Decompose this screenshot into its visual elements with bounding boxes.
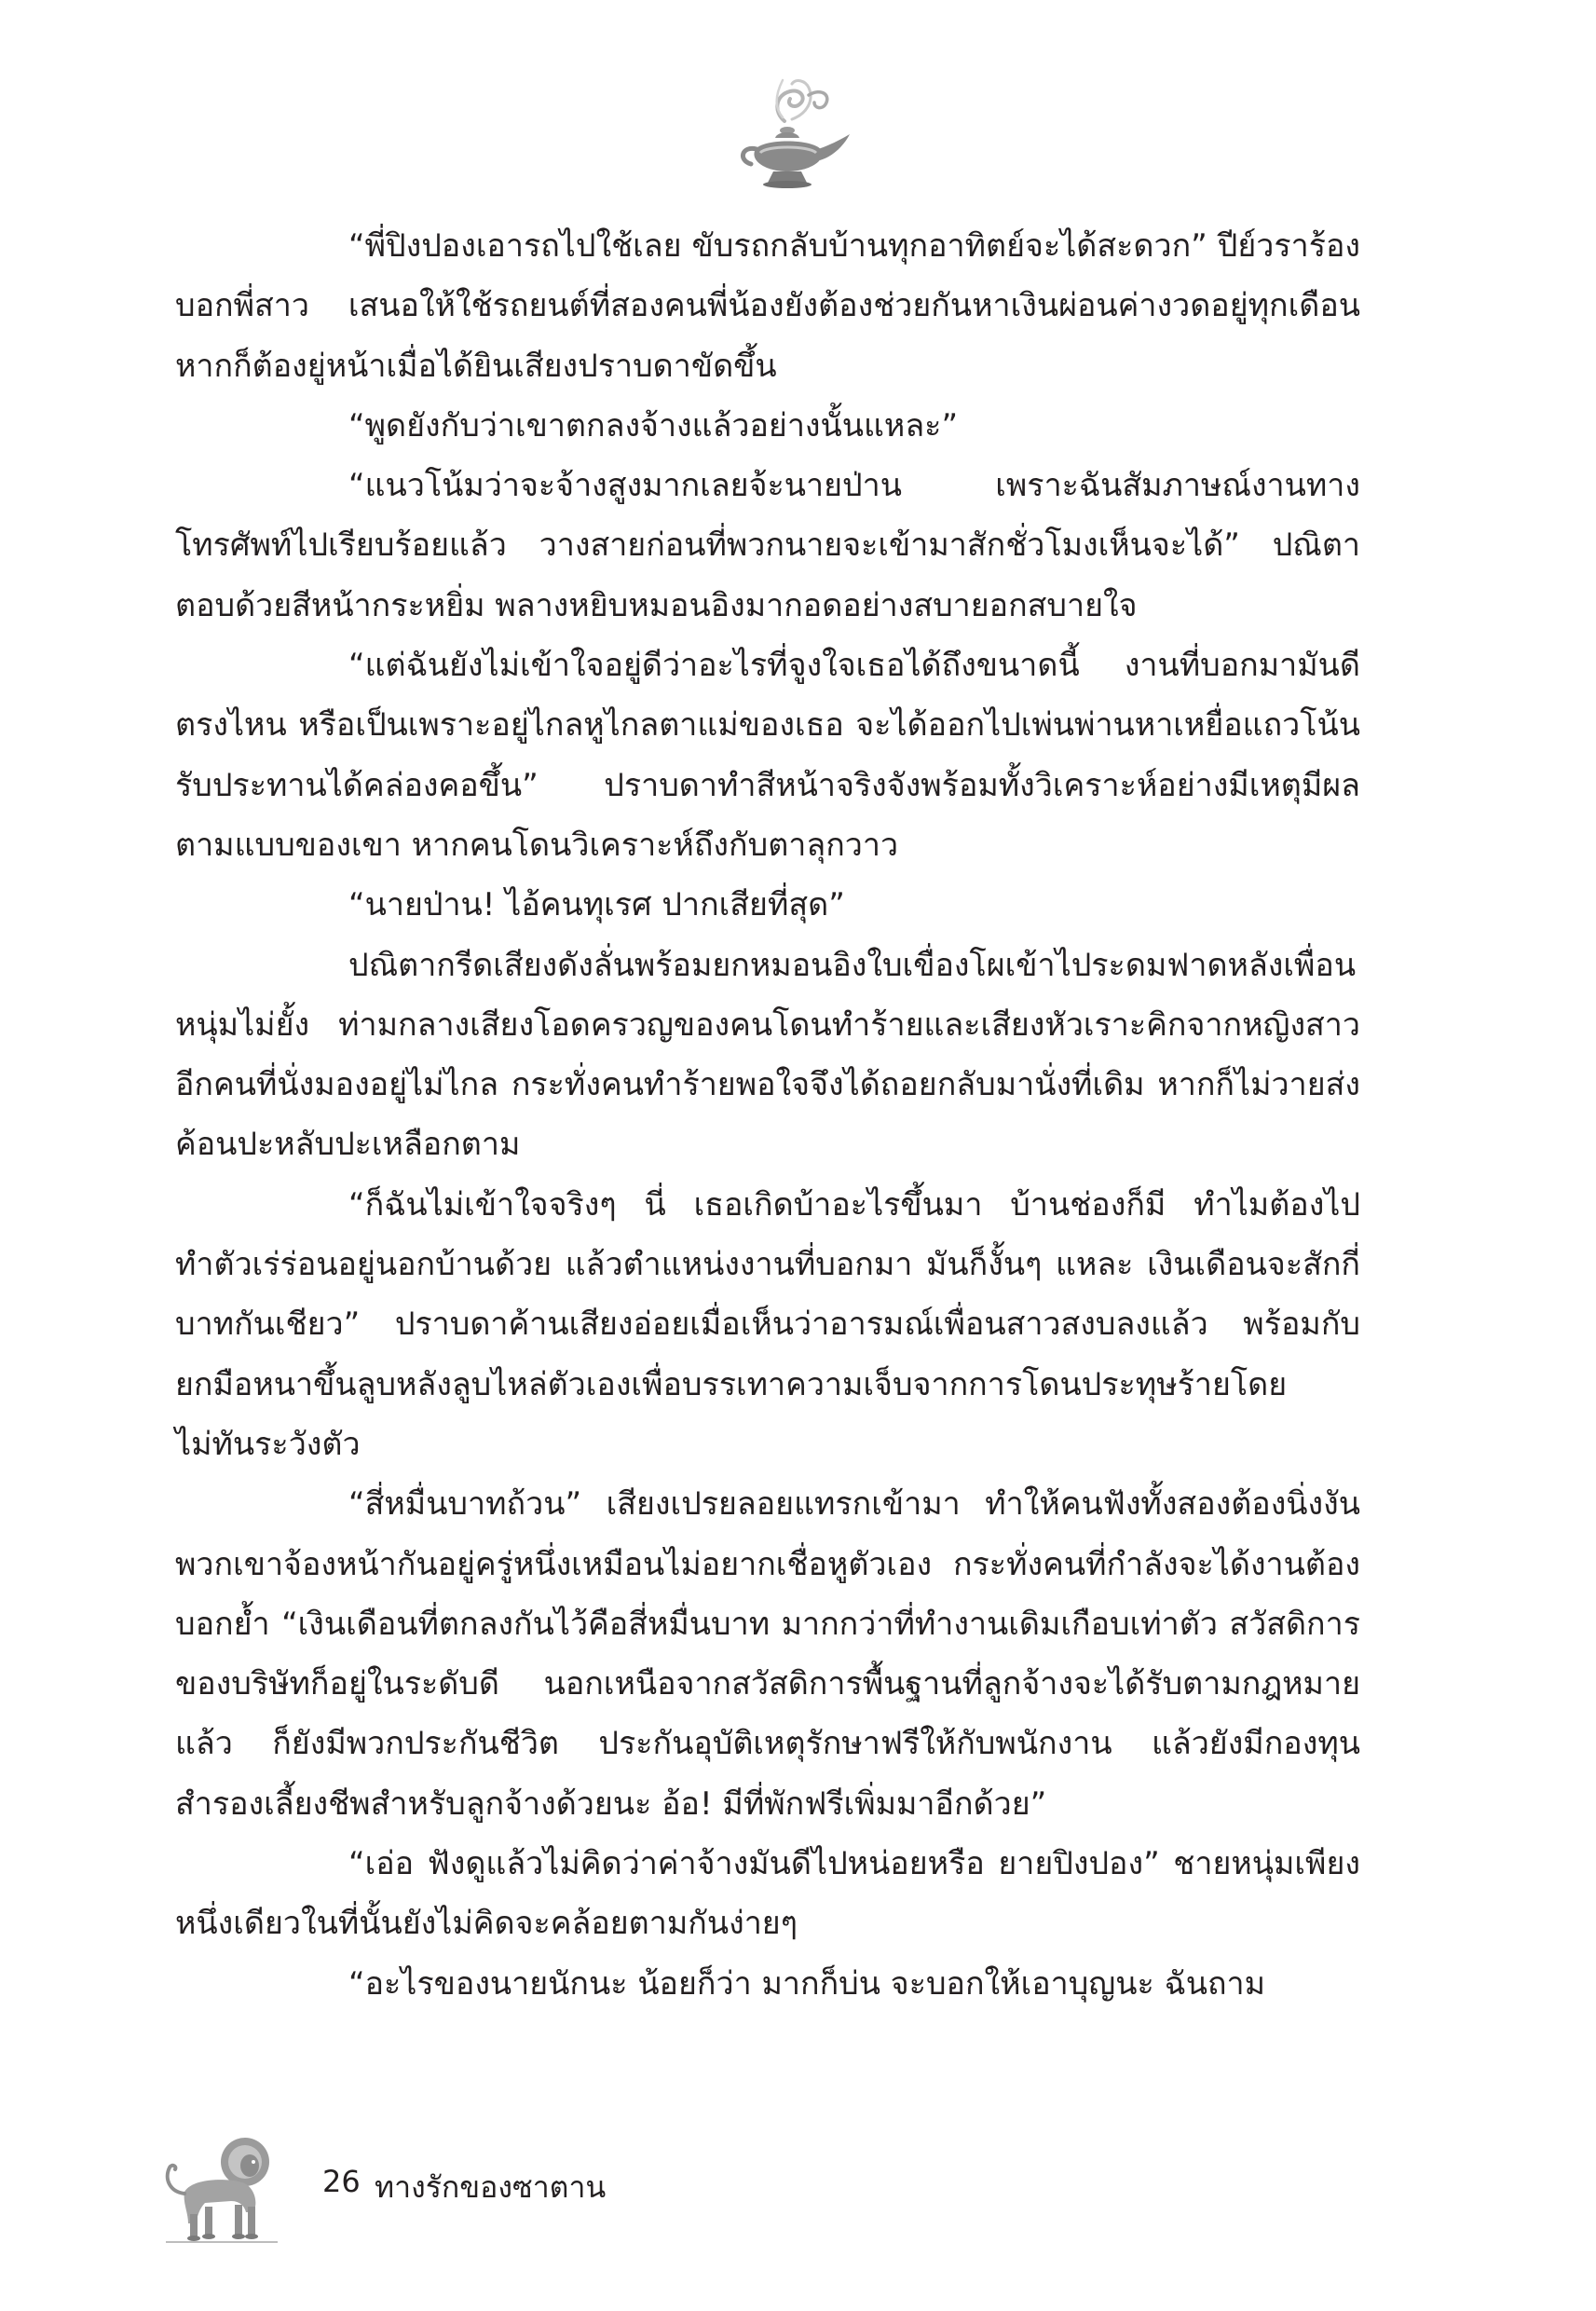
paragraph: “เอ่อ ฟังดูแล้วไม่คิดว่าค่าจ้างมันดีไปหน่อยหรือ ยายปิงปอง” ชายหนุ่มเพียงหนึ่งเดียวในที่นั้นยังไม่คิดจะคล้อยตามกันง่ายๆ: [175, 1845, 1360, 1943]
page-number: 26: [322, 2164, 361, 2199]
lion-icon: [157, 2126, 296, 2248]
story-body: [175, 216, 1360, 2014]
paragraph: “แต่ฉันยังไม่เข้าใจอยู่ดีว่าอะไรที่จูงใจเธอได้ถึงขนาดนี้ งานที่บอกมามันดีตรงไหน หรือเป็นเพราะอยู่ไกลหูไกลตาแม่ของเธอ จะได้ออกไปเพ่นพ่านหาเหยื่อแถวโน้นรับประทานได้คล่องคอขึ้น” ปราบดาทำสีหน้าจริงจังพร้อมทั้งวิเคราะห์อย่างมีเหตุมีผลตามแบบของเขา หากคนโดนวิเคราะห์ถึงกับตาลุกวาว: [175, 647, 1360, 864]
paragraph: “แนวโน้มว่าจะจ้างสูงมากเลยจ้ะนายป่าน เพราะฉันสัมภาษณ์งานทางโทรศัพท์ไปเรียบร้อยแล้ว วางสายก่อนที่พวกนายจะเข้ามาสักชั่วโมงเห็นจะได้” ปณิตาตอบด้วยสีหน้ากระหยิ่ม พลางหยิบหมอนอิงมากอดอย่างสบายอกสบายใจ: [175, 467, 1360, 624]
genie-lamp-icon: [717, 67, 857, 207]
paragraph: “อะไรของนายนักนะ น้อยก็ว่า มากก็บ่น จะบอกให้เอาบุญนะ ฉันถาม: [348, 1964, 1266, 2003]
paragraph: “นายป่าน! ไอ้คนทุเรศ ปากเสียที่สุด”: [348, 886, 845, 924]
paragraph: “ก็ฉันไม่เข้าใจจริงๆ นี่ เธอเกิดบ้าอะไรขึ้นมา บ้านช่องก็มี ทำไมต้องไปทำตัวเร่ร่อนอยู่นอกบ้านด้วย แล้วตำแหน่งงานที่บอกมา มันก็งั้นๆ แหละ เงินเดือนจะสักกี่บาทกันเชียว” ปราบดาค้านเสียงอ่อยเมื่อเห็นว่าอารมณ์เพื่อนสาวสงบลงแล้ว พร้อมกับยกมือหนาขึ้นลูบหลังลูบไหล่ตัวเองเพื่อบรรเทาความเจ็บจากการโดนประทุษร้ายโดยไม่ทันระวังตัว: [175, 1185, 1360, 1463]
paragraph: “พูดยังกับว่าเขาตกลงจ้างแล้วอย่างนั้นแหละ”: [348, 406, 959, 444]
page-footer: [157, 2126, 809, 2248]
book-title: ทางรักของซาตาน: [375, 2169, 607, 2205]
paragraph: “สี่หมื่นบาทถ้วน” เสียงเปรยลอยแทรกเข้ามา ทำให้คนฟังทั้งสองต้องนิ่งงัน พวกเขาจ้องหน้ากันอยู่ครู่หนึ่งเหมือนไม่อยากเชื่อหูตัวเอง กระทั่งคนที่กำลังจะได้งานต้องบอกย้ำ “เงินเดือนที่ตกลงกันไว้คือสี่หมื่นบาท มากกว่าที่ทำงานเดิมเกือบเท่าตัว สวัสดิการของบริษัทก็อยู่ในระดับดี นอกเหนือจากสวัสดิการพื้นฐานที่ลูกจ้างจะได้รับตามกฎหมายแล้ว ก็ยังมีพวกประกันชีวิต ประกันอุบัติเหตุรักษาฟรีให้กับพนักงาน แล้วยังมีกองทุนสำรองเลี้ยงชีพสำหรับลูกจ้างด้วยนะ อ้อ! มีที่พักฟรีเพิ่มมาอีกด้วย”: [175, 1485, 1360, 1823]
paragraph: ปณิตากรีดเสียงดังลั่นพร้อมยกหมอนอิงใบเขื่องโผเข้าไประดมฟาดหลังเพื่อนหนุ่มไม่ยั้ง ท่ามกลางเสียงโอดครวญของคนโดนทำร้ายและเสียงหัวเราะคิกจากหญิงสาวอีกคนที่นั่งมองอยู่ไม่ไกล กระทั่งคนทำร้ายพอใจจึงได้ถอยกลับมานั่งที่เดิม หากก็ไม่วายส่งค้อนปะหลับปะเหลือกตาม: [175, 946, 1360, 1164]
paragraph: “พี่ปิงปองเอารถไปใช้เลย ขับรถกลับบ้านทุกอาทิตย์จะได้สะดวก” ปีย์วราร้องบอกพี่สาว เสนอให้ใช้รถยนต์ที่สองคนพี่น้องยังต้องช่วยกันหาเงินผ่อนค่างวดอยู่ทุกเดือน หากก็ต้องยู่หน้าเมื่อได้ยินเสียงปราบดาขัดขึ้น: [175, 227, 1360, 385]
